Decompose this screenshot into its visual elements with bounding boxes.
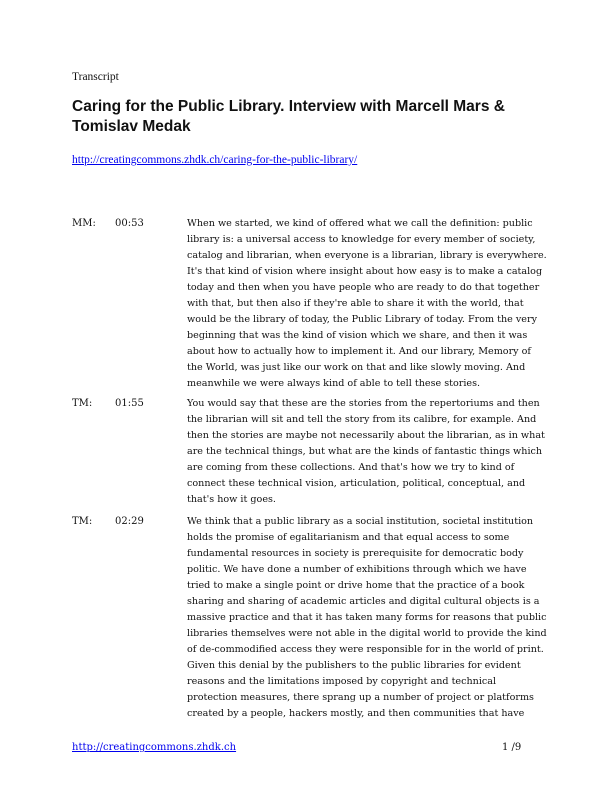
text-line: sharing and sharing of academic articles and digital cultural objects is a	[187, 596, 540, 607]
document-title: Caring for the Public Library. Interview with Marcell Mars & Tomislav Medak	[72, 98, 505, 135]
transcript-text	[187, 396, 552, 508]
speaker-label: MM:	[72, 218, 96, 229]
timestamp: 01:55	[115, 398, 144, 409]
page-number: 1 /9	[502, 742, 522, 753]
text-line: tried to make a single point or drive home that the practice of a book	[187, 580, 525, 591]
text-line: connect these technical vision, articulation, political, conceptual, and	[187, 478, 526, 489]
text-line: protection measures, there sprang up a number of project or platforms	[187, 692, 534, 703]
text-line: with that, but then also if they're able to share it with the world, that	[187, 298, 524, 309]
text-line: today and then when you have people who are ready to do that together	[187, 282, 540, 293]
text-line: libraries themselves were not able in the digital world to provide the kind	[187, 628, 547, 639]
text-line: beginning that was the kind of vision which we share, and then it was	[187, 330, 528, 341]
transcript-text	[187, 216, 552, 392]
speaker-label: TM:	[72, 398, 93, 409]
text-line: are coming from these collections. And that's how we try to kind of	[187, 462, 515, 473]
text-line: politic. We have done a number of exhibitions through which we have	[187, 564, 527, 575]
text-line: We think that a public library as a social institution, societal institution	[187, 516, 534, 527]
source-link[interactable]: http://creatingcommons.zhdk.ch/caring-for-the-public-library/	[72, 154, 358, 166]
text-line: about how to actually how to implement it. And our library, Memory of	[187, 346, 531, 357]
text-line: massive practice and that it has taken many forms for reasons that public	[187, 612, 547, 623]
text-line: of de-commodified access they were responsible for in the world of print.	[187, 644, 544, 655]
transcript-text	[187, 514, 552, 722]
text-line: then the stories are maybe not necessarily about the librarian, as in what	[187, 430, 545, 441]
timestamp: 02:29	[115, 516, 144, 527]
text-line: When we started, we kind of offered what we call the definition: public	[187, 218, 533, 229]
speaker-label: TM:	[72, 516, 93, 527]
text-line: You would say that these are the stories from the repertoriums and then	[187, 398, 540, 409]
text-line: catalog and librarian, when everyone is a librarian, library is everywhere.	[187, 250, 547, 261]
text-line: reasons and the limitations imposed by copyright and technical	[187, 676, 497, 687]
text-line: the librarian will sit and tell the story from its calibre, for example. And	[187, 414, 537, 425]
text-line: It's that kind of vision where insight about how easy is to make a catalog	[187, 266, 543, 277]
footer-link[interactable]: http://creatingcommons.zhdk.ch	[72, 742, 237, 753]
document-label: Transcript	[72, 71, 119, 83]
text-line: that's how it goes.	[187, 494, 276, 505]
timestamp: 00:53	[115, 218, 144, 229]
text-line: meanwhile we were always kind of able to tell these stories.	[187, 378, 481, 389]
text-line: would be the library of today, the Public Library of today. From the very	[187, 314, 537, 325]
text-line: fundamental resources in society is prerequisite for democratic body	[187, 548, 524, 559]
text-line: Given this denial by the publishers to the public libraries for evident	[187, 660, 521, 671]
text-line: are the technical things, but what are the kinds of fantastic things which	[187, 446, 543, 457]
text-line: holds the promise of egalitarianism and that equal access to some	[187, 532, 510, 543]
text-line: library is: a universal access to knowledge for every member of society,	[187, 234, 536, 245]
text-line: the World, was just like our work on that and like slowly moving. And	[187, 362, 526, 373]
text-line: created by a people, hackers mostly, and then communities that have	[187, 708, 525, 719]
